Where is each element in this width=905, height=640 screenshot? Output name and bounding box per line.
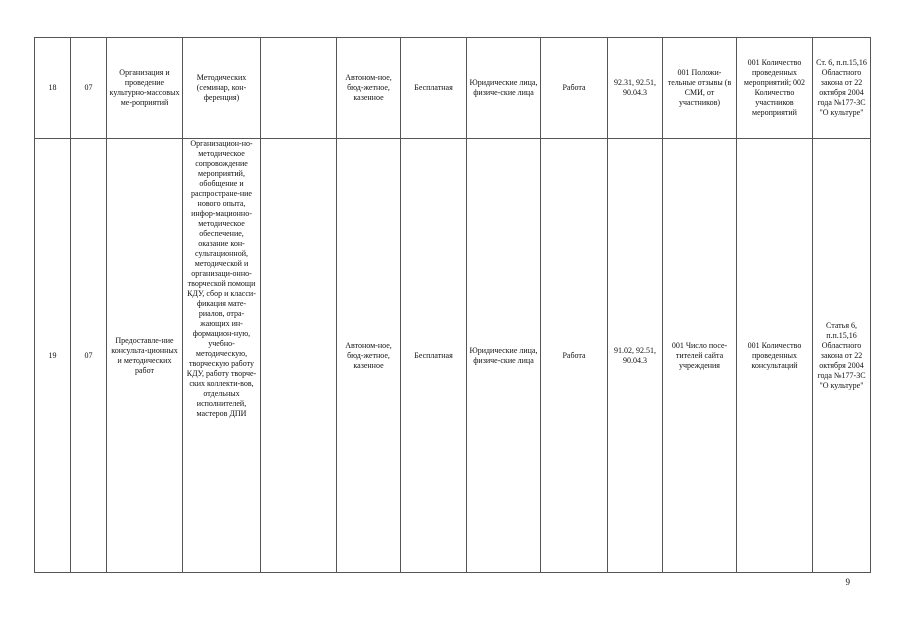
service-name-cell: Организация и проведение культурно-массовых ме-роприятий: [107, 38, 183, 139]
service-content-cell: Организацион-но-методическое сопровождение мероприятий, обобщение и распростране-ние нового опыта, инфор-мационно-методическое обеспечение, оказание кон-сультационной, методической и организаци-онно-творческой помощи КДУ, сбор и класси-фикация мате-риалов, отра-жающих ин-формацион-ную, учебно-методическую, творческую работу КДУ, работу творче-ских коллекти-вов, отдельных исполнителей, мастеров ДПИ: [183, 139, 261, 573]
volume-indicator-cell: 001 Количество проведенных мероприятий; 002 Количество участников мероприятий: [737, 38, 813, 139]
volume-indicator-cell: 001 Количество проведенных консультаций: [737, 139, 813, 573]
kind-cell: Работа: [541, 38, 608, 139]
institution-type-cell: Автоном-ное, бюд-жетное, казенное: [337, 139, 401, 573]
code-cell: 07: [71, 38, 107, 139]
institution-type-cell: Автоном-ное, бюд-жетное, казенное: [337, 38, 401, 139]
table-row: [35, 139, 871, 573]
legal-basis-cell: Ст. 6, п.п.15,16 Областного закона от 22 октября 2004 года №177-ЗС "О культуре": [813, 38, 871, 139]
consumers-cell: Юридические лица, физиче-ские лица: [467, 38, 541, 139]
kind-cell: Работа: [541, 139, 608, 573]
consumers-cell: Юридические лица, физиче-ские лица: [467, 139, 541, 573]
service-content-cell: Методических (семинар, кон-ференция): [183, 38, 261, 139]
payment-cell: Бесплатная: [401, 139, 467, 573]
services-table: [34, 37, 871, 573]
service-name-cell: Предоставле-ние консульта-ционных и методических работ: [107, 139, 183, 573]
empty-cell: [261, 139, 337, 573]
okved-cell: 92.31, 92.51, 90.04.3: [608, 38, 663, 139]
row-number-cell: 18: [35, 38, 71, 139]
page-number: 9: [845, 577, 850, 587]
okved-cell: 91.02, 92.51, 90.04.3: [608, 139, 663, 573]
quality-indicator-cell: 001 Число посе-тителей сайта учреждения: [663, 139, 737, 573]
empty-cell: [261, 38, 337, 139]
code-cell: 07: [71, 139, 107, 573]
row-number-cell: 19: [35, 139, 71, 573]
payment-cell: Бесплатная: [401, 38, 467, 139]
table-row: [35, 38, 871, 139]
quality-indicator-cell: 001 Положи-тельные отзывы (в СМИ, от участников): [663, 38, 737, 139]
legal-basis-cell: Статья 6, п.п.15,16 Областного закона от 22 октября 2004 года №177-ЗС "О культуре": [813, 139, 871, 573]
